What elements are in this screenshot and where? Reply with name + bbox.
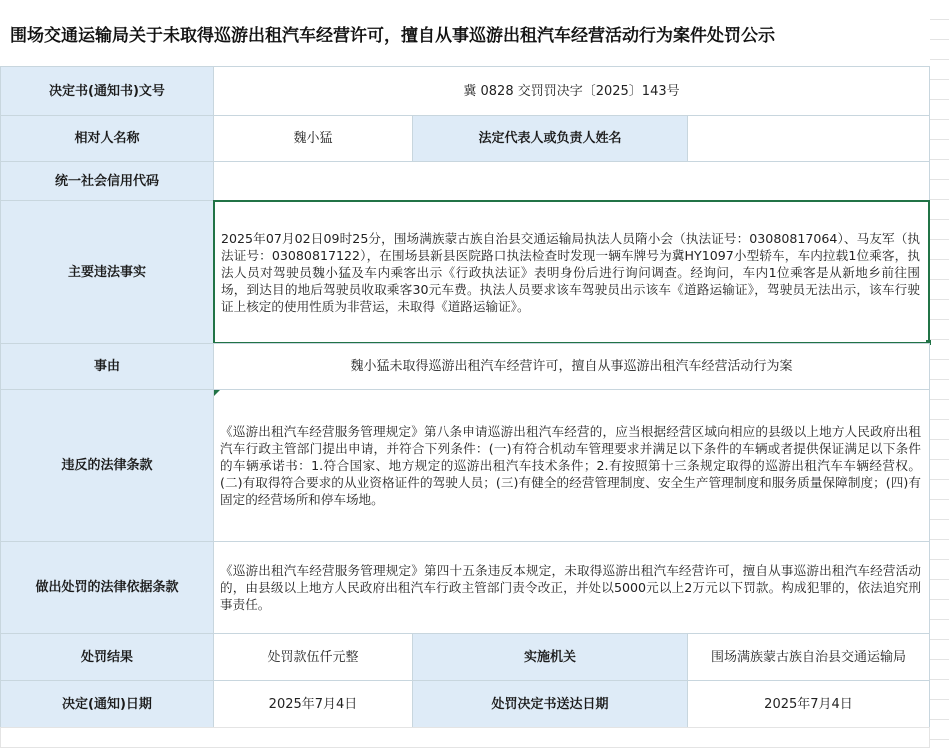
spreadsheet-grid-margin [930,0,949,748]
legal-basis-label[interactable]: 做出处罚的法律依据条款 [0,541,214,634]
party-name-label[interactable]: 相对人名称 [0,115,214,162]
empty-row[interactable] [0,727,930,748]
legal-rep-label[interactable]: 法定代表人或负责人姓名 [412,115,688,162]
penalty-result-label[interactable]: 处罚结果 [0,633,214,681]
page-title: 围场交通运输局关于未取得巡游出租汽车经营许可，擅自从事巡游出租汽车经营活动行为案件处罚公示 [0,0,930,66]
party-name-value[interactable]: 魏小猛 [213,115,413,162]
legal-basis-value[interactable]: 《巡游出租汽车经营服务管理规定》第四十五条违反本规定，未取得巡游出租汽车经营许可，擅自从事巡游出租汽车经营活动的，由县级以上地方人民政府出租汽车行政主管部门责令改正，并处以5000元以上2万元以下罚款。构成犯罪的，依法追究刑事责任。 [213,541,930,634]
penalty-result-value[interactable]: 处罚款伍仟元整 [213,633,413,681]
main-facts-label[interactable]: 主要违法事实 [0,200,214,344]
doc-number-value[interactable]: 冀 0828 交罚罚决字〔2025〕143号 [213,66,930,116]
comment-indicator-icon [214,390,220,396]
violated-law-value[interactable]: 《巡游出租汽车经营服务管理规定》第八条申请巡游出租汽车经营的，应当根据经营区域向相应的县级以上地方人民政府出租汽车行政主管部门提出申请，并符合下列条件：(一)有符合机动车管理要求并满足以下条件的车辆或者提供保证满足以下条件的车辆承诺书：1.符合国家、地方规定的巡游出租汽车技术条件；2.有按照第十三条规定取得的巡游出租汽车车辆经营权。(二)有取得符合要求的从业资格证件的驾驶人员；(三)有健全的经营管理制度、安全生产管理制度和服务质量保障制度；(四)有固定的经营场所和停车场地。 [213,389,930,542]
doc-number-label[interactable]: 决定书(通知书)文号 [0,66,214,116]
enforcing-agency-value[interactable]: 围场满族蒙古族自治县交通运输局 [687,633,930,681]
credit-code-value[interactable] [213,161,930,201]
decision-date-value[interactable]: 2025年7月4日 [213,680,413,728]
cause-label[interactable]: 事由 [0,343,214,390]
violated-law-label[interactable]: 违反的法律条款 [0,389,214,542]
decision-date-label[interactable]: 决定(通知)日期 [0,680,214,728]
credit-code-label[interactable]: 统一社会信用代码 [0,161,214,201]
legal-rep-value[interactable] [687,115,930,162]
cause-value[interactable]: 魏小猛未取得巡游出租汽车经营许可，擅自从事巡游出租汽车经营活动行为案 [213,343,930,390]
enforcing-agency-label[interactable]: 实施机关 [412,633,688,681]
main-facts-value[interactable]: 2025年07月02日09时25分，围场满族蒙古族自治县交通运输局执法人员隋小会（执法证号：03080817064）、马友军（执法证号：03080817122），在围场县新县医院路口执法检查时发现一辆车牌号为冀HY1097小型轿车，车内拉载1位乘客，执法人员对驾驶员魏小猛及车内乘客出示《行政执法证》表明身份后进行询问调查。经询问，车内1位乘客是从新地乡前往围场，到达目的地后驾驶员收取乘客30元车费。执法人员要求该车驾驶员出示该车《道路运输证》，驾驶员无法出示，该车行驶证上核定的使用性质为非营运，未取得《道路运输证》。 [213,200,930,344]
delivery-date-label[interactable]: 处罚决定书送达日期 [412,680,688,728]
delivery-date-value[interactable]: 2025年7月4日 [687,680,930,728]
